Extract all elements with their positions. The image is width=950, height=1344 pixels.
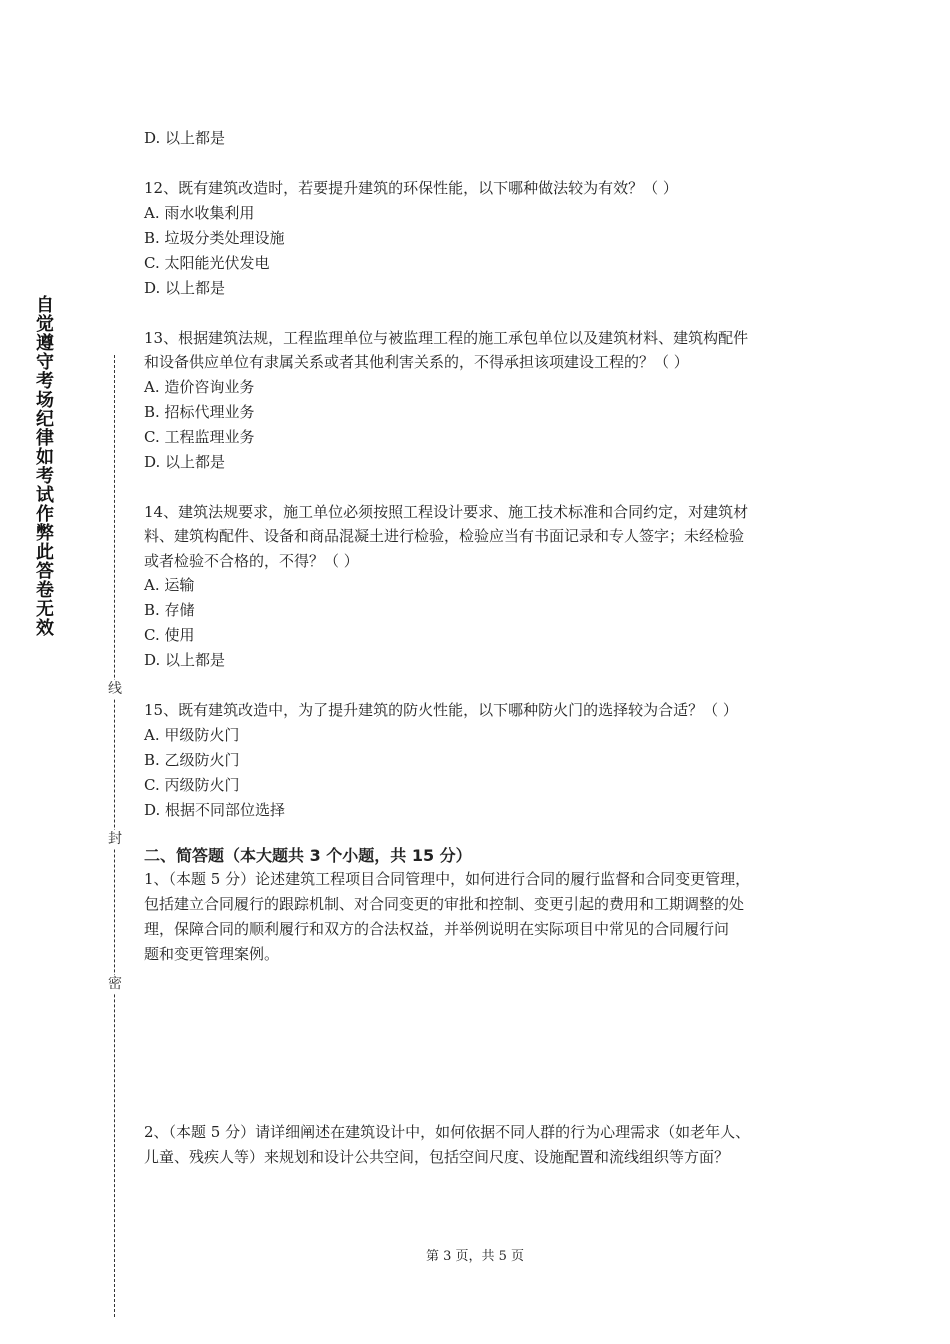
option-a: A. 运输 (144, 576, 195, 594)
question-stem: 和设备供应单位有隶属关系或者其他利害关系的，不得承担该项建设工程的？（ ） (144, 353, 689, 371)
option-c: C. 太阳能光伏发电 (144, 253, 270, 272)
question-stem: 料、建筑构配件、设备和商品混凝土进行检验，检验应当有书面记录和专人签字；未经检验 (144, 527, 745, 545)
page-number: 第 3 页，共 5 页 (425, 1249, 525, 1264)
option-c: C. 工程监理业务 (144, 427, 255, 446)
question-stem: 或者检验不合格的，不得？（ ） (144, 551, 359, 570)
question-stem: 理，保障合同的顺利履行和双方的合法权益，并举例说明在实际项目中常见的合同履行问 (144, 919, 730, 938)
question-stem: 儿童、残疾人等）来规划和设计公共空间，包括空间尺度、设施配置和流线组织等方面？ (144, 1148, 730, 1166)
question-13 (144, 326, 824, 475)
binding-label-feng: 封 (108, 831, 122, 847)
option-b: B. 存储 (144, 601, 195, 619)
question-stem: 14、建筑法规要求，施工单位必须按照工程设计要求、施工技术标准和合同约定，对建筑材 (144, 502, 749, 521)
option-a: A. 造价咨询业务 (144, 377, 255, 396)
option-a: A. 甲级防火门 (144, 725, 240, 744)
question-stem: 13、根据建筑法规，工程监理单位与被监理工程的施工承包单位以及建筑材料、建筑构配件 (144, 328, 749, 347)
binding-label-xian: 线 (108, 681, 122, 697)
exam-discipline-slogan: 自觉遵守考场纪律如考试作弊此答卷无效 (36, 295, 54, 639)
question-stem: 2、（本题 5 分）请详细阐述在建筑设计中，如何依据不同人群的行为心理需求（如老年人、 (144, 1123, 751, 1141)
continued-option: D. 以上都是 (144, 129, 226, 147)
section-heading-short-answer: 二、简答题（本大题共 3 个小题，共 15 分） (144, 845, 472, 865)
option-d: D. 以上都是 (144, 278, 226, 297)
option-b: B. 乙级防火门 (144, 750, 240, 769)
option-b: B. 垃圾分类处理设施 (144, 228, 285, 247)
option-d: D. 根据不同部位选择 (144, 800, 286, 819)
option-d: D. 以上都是 (144, 651, 226, 669)
question-12 (144, 176, 824, 301)
question-14 (144, 500, 824, 674)
question-stem: 1、（本题 5 分）论述建筑工程项目合同管理中，如何进行合同的履行监督和合同变更管理， (144, 869, 751, 888)
question-content (144, 126, 824, 967)
question-stem: 12、既有建筑改造时，若要提升建筑的环保性能，以下哪种做法较为有效？（ ） (144, 179, 678, 197)
question-15 (144, 698, 824, 823)
option-c: C. 丙级防火门 (144, 775, 240, 794)
question-stem: 15、既有建筑改造中，为了提升建筑的防火性能，以下哪种防火门的选择较为合适？（ ） (144, 701, 738, 719)
option-c: C. 使用 (144, 626, 195, 644)
short-answer-1 (144, 867, 824, 967)
binding-label-mi: 密 (108, 976, 122, 992)
option-a: A. 雨水收集利用 (144, 203, 255, 222)
option-d: D. 以上都是 (144, 452, 226, 471)
short-answer-2 (144, 1120, 824, 1170)
option-b: B. 招标代理业务 (144, 402, 255, 421)
question-stem: 包括建立合同履行的跟踪机制、对合同变更的审批和控制、变更引起的费用和工期调整的处 (144, 894, 745, 913)
question-stem: 题和变更管理案例。 (144, 944, 280, 963)
